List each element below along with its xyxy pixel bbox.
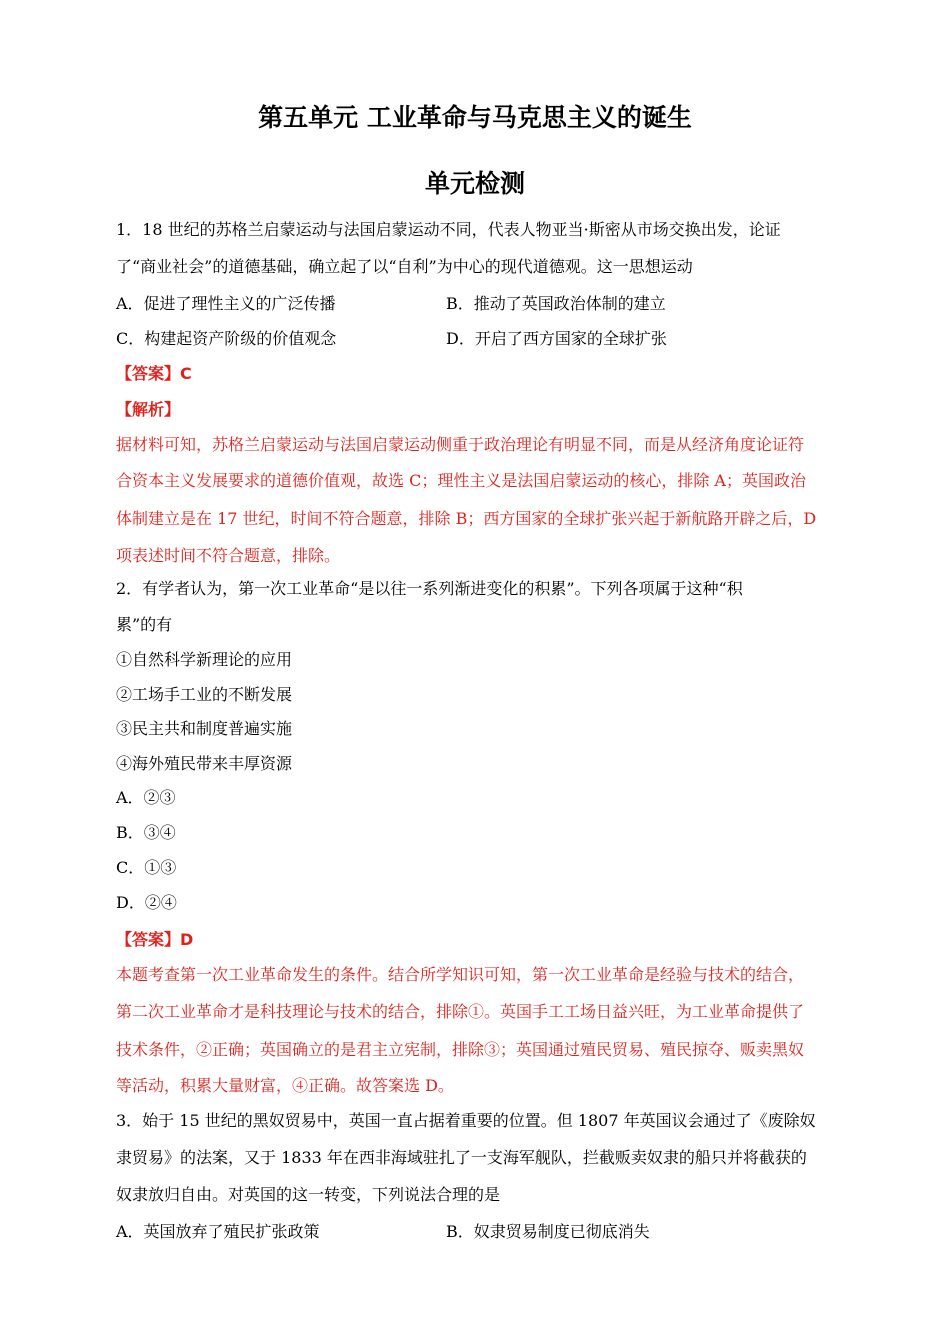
- q1-analysis-label: 【解析】: [116, 400, 181, 419]
- q2-option-a: A．②③: [116, 788, 176, 807]
- q1-stem-line2: 了“商业社会”的道德基础，确立起了以“自利”为中心的现代道德观。这一思想运动: [116, 257, 693, 276]
- document-subtitle: 单元检测: [424, 169, 525, 198]
- q1-option-a: A．促进了理性主义的广泛传播: [116, 294, 336, 313]
- q2-item-1: ①自然科学新理论的应用: [116, 650, 293, 669]
- q1-analysis-line4: 项表述时间不符合题意，排除。: [116, 546, 341, 565]
- q1-analysis-line3: 体制建立是在 17 世纪，时间不符合题意，排除 B；西方国家的全球扩张兴起于新航路开辟之后，D: [116, 509, 817, 528]
- q2-item-3: ③民主共和制度普遍实施: [116, 719, 293, 738]
- q1-option-d: D．开启了西方国家的全球扩张: [446, 329, 667, 348]
- q3-stem-line3: 奴隶放归自由。对英国的这一转变，下列说法合理的是: [116, 1185, 501, 1204]
- q2-item-4: ④海外殖民带来丰厚资源: [116, 754, 293, 773]
- q2-stem-line1: 2．有学者认为，第一次工业革命“是以往一系列渐进变化的积累”。下列各项属于这种“积: [116, 579, 743, 598]
- q2-option-d: D．②④: [116, 893, 177, 912]
- q2-stem-line2: 累”的有: [116, 615, 173, 634]
- q2-item-2: ②工场手工业的不断发展: [116, 685, 293, 704]
- q2-analysis-line3: 技术条件，②正确；英国确立的是君主立宪制，排除③；英国通过殖民贸易、殖民掠夺、贩卖黑奴: [116, 1040, 805, 1059]
- q2-analysis-line1: 本题考查第一次工业革命发生的条件。结合所学知识可知，第一次工业革命是经验与技术的结合，: [116, 965, 805, 984]
- q1-answer: 【答案】C: [116, 364, 192, 383]
- q3-stem-line2: 隶贸易》的法案，又于 1833 年在西非海域驻扎了一支海军舰队，拦截贩卖奴隶的船只并将截获的: [116, 1148, 807, 1167]
- q2-option-b: B．③④: [116, 823, 176, 842]
- q1-analysis-line1: 据材料可知，苏格兰启蒙运动与法国启蒙运动侧重于政治理论有明显不同，而是从经济角度论证符: [116, 435, 805, 454]
- q1-option-c: C．构建起资产阶级的价值观念: [116, 329, 337, 348]
- q2-analysis-line4: 等活动，积累大量财富，④正确。故答案选 D。: [116, 1076, 454, 1095]
- q3-option-a: A．英国放弃了殖民扩张政策: [116, 1222, 320, 1241]
- q2-analysis-line2: 第二次工业革命才是科技理论与技术的结合，排除①。英国手工工场日益兴旺，为工业革命提供了: [116, 1002, 805, 1021]
- document-title: 第五单元 工业革命与马克思主义的诞生: [258, 103, 692, 132]
- q3-stem-line1: 3．始于 15 世纪的黑奴贸易中，英国一直占据着重要的位置。但 1807 年英国议会通过了《废除奴: [116, 1111, 816, 1130]
- q2-answer: 【答案】D: [116, 930, 194, 949]
- q1-option-b: B．推动了英国政治体制的建立: [446, 294, 666, 313]
- q1-stem-line1: 1．18 世纪的苏格兰启蒙运动与法国启蒙运动不同，代表人物亚当·斯密从市场交换出发，论证: [116, 220, 781, 239]
- q1-analysis-line2: 合资本主义发展要求的道德价值观，故选 C；理性主义是法国启蒙运动的核心，排除 A；英国政治: [116, 471, 806, 490]
- q3-option-b: B．奴隶贸易制度已彻底消失: [446, 1222, 650, 1241]
- q2-option-c: C．①③: [116, 858, 177, 877]
